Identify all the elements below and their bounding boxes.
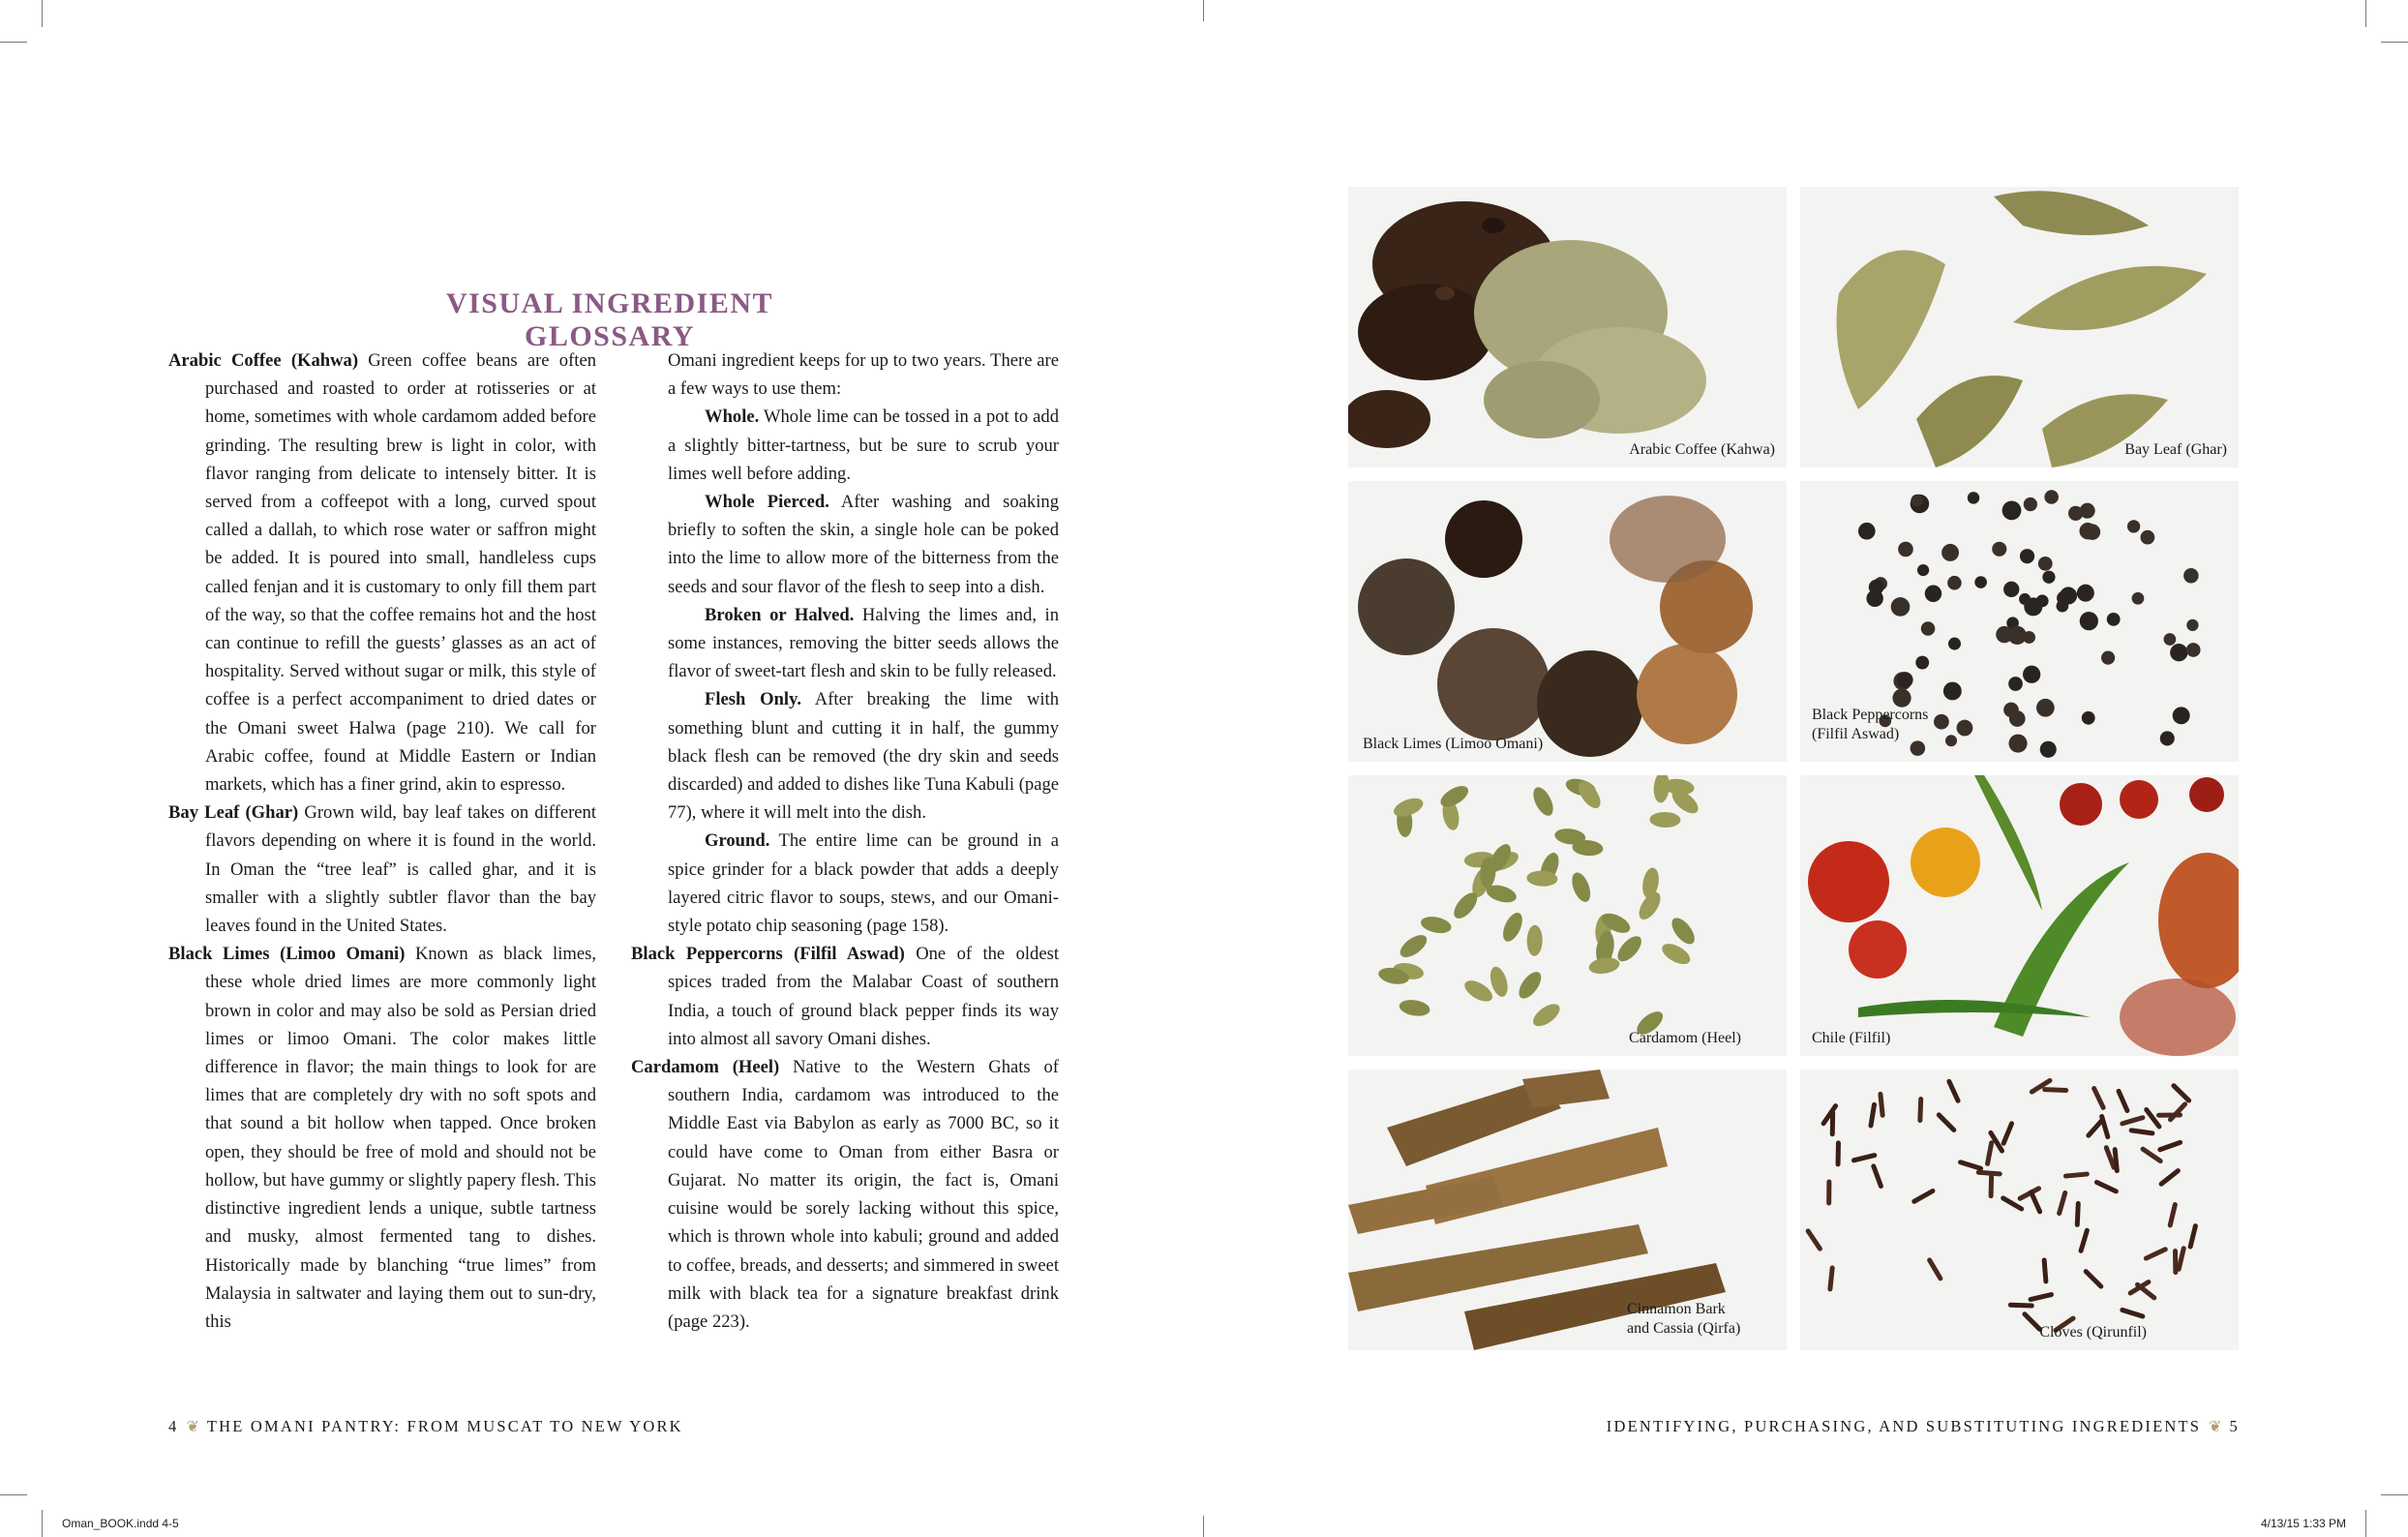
caption-arabic-coffee: Arabic Coffee (Kahwa) (1629, 441, 1775, 458)
bay-leaf-illustration (1800, 187, 2239, 467)
decor-shape (1925, 586, 1941, 602)
black-limes-illustration (1348, 481, 1787, 762)
glossary-term: Whole. (705, 407, 760, 428)
decor-shape (2173, 707, 2190, 724)
decor-shape (1659, 940, 1694, 969)
glossary-term: Ground. (705, 830, 770, 852)
glossary-term: Cardamom (Heel) (631, 1057, 780, 1078)
decor-shape (2086, 1272, 2101, 1287)
decor-shape (1941, 544, 1959, 561)
decor-shape (2122, 1118, 2143, 1124)
crop-mark-bottom-left-h (0, 1494, 27, 1495)
decor-shape (1978, 1172, 2000, 1174)
crop-mark-top-left-h (0, 42, 27, 43)
decor-shape (2025, 1314, 2040, 1330)
decor-shape (2044, 1260, 2046, 1281)
glossary-entry (631, 940, 1059, 1053)
decor-shape (2008, 735, 2027, 753)
decor-shape (2131, 1130, 2152, 1133)
coffee-beans-illustration (1348, 187, 1787, 467)
decor-shape (1934, 714, 1949, 730)
decor-shape (1992, 542, 2006, 557)
decor-shape (1930, 1260, 1941, 1279)
decor-shape (2082, 711, 2095, 725)
decor-shape (1419, 914, 1453, 935)
glossary-term: Black Limes (Limoo Omani) (168, 944, 406, 965)
decor-shape (1988, 1143, 1992, 1164)
decor-shape (1948, 638, 1961, 650)
decor-shape (2119, 1091, 2127, 1110)
decor-shape (2008, 626, 2027, 645)
decor-shape (1892, 689, 1911, 708)
decor-shape (1947, 576, 1962, 590)
photo-cloves (1800, 1070, 2239, 1350)
glossary-entry (631, 1053, 1059, 1336)
glossary-term: Whole Pierced. (705, 492, 829, 513)
decor-shape (1830, 1268, 1832, 1289)
glossary-definition: Omani ingredient keeps for up to two years. There are a few ways to use them: (668, 350, 1059, 400)
decor-shape (1911, 495, 1923, 507)
decor-shape (2143, 1149, 2160, 1160)
decor-shape (2045, 1090, 2066, 1091)
decor-shape (2186, 643, 2201, 657)
decor-shape (1397, 931, 1430, 962)
decor-shape (2164, 633, 2177, 646)
decor-shape (1858, 523, 1876, 540)
decor-shape (1587, 955, 1620, 976)
decor-shape (2038, 557, 2053, 571)
glossary-paragraph (631, 601, 1059, 686)
decor-shape (1853, 1156, 1874, 1160)
caption-cinnamon-line-2: and Cassia (Qirfa) (1627, 1320, 1741, 1337)
decor-shape (1920, 1100, 1921, 1121)
glossary-paragraph (631, 403, 1059, 488)
crop-mark-bottom-left (42, 1510, 43, 1537)
decor-shape (1891, 597, 1911, 617)
page-title: VISUAL INGREDIENT GLOSSARY (445, 287, 774, 352)
glossary-column-right (631, 347, 1059, 1336)
page-number-right: 5 (2229, 1417, 2240, 1435)
footer-right (1607, 1417, 2240, 1436)
decor-shape (2008, 677, 2023, 691)
decor-shape (1974, 576, 1987, 588)
cloves-illustration (1800, 1070, 2239, 1350)
decor-shape (2127, 520, 2140, 532)
decor-shape (1613, 932, 1645, 965)
ornament-icon: ❦ (186, 1419, 199, 1435)
glossary-entry (168, 347, 596, 799)
decor-shape (1808, 1231, 1820, 1249)
caption-cardamom: Cardamom (Heel) (1629, 1030, 1741, 1046)
decor-shape (1568, 870, 1593, 905)
glossary-definition: Known as black limes, these whole dried limes are more commonly light brown in color and may also be sold as Persian dried limes or limoo Omani. The color makes little difference in flavor; the main things to look for are limes that are completely dry with no soft spots and that sound a bit hollow when tapped. Once broken open, they should be free of mold and should not be hollow, but have gummy or slightly papery flesh. This distinctive ingredient lends a unique, subtle tartness and musky, almost fermented tang to dishes. Historically made by blanching “true limes” from Malaysia in saltwater and laying them out to sun-dry, this (205, 944, 596, 1332)
glossary-definition: Halving the limes and, in some instances, removing the bitter seeds allows the flavor of sweet-tart flesh and skin to be fully released. (668, 604, 1059, 682)
decor-shape (2077, 585, 2094, 602)
decor-shape (2079, 523, 2095, 539)
caption-pepper-line-1: Black Peppercorns (1812, 707, 1929, 723)
decor-shape (2081, 1230, 2087, 1251)
glossary-paragraph (631, 488, 1059, 601)
glossary-definition: Grown wild, bay leaf takes on different flavors depending on where it is found in the world. In Oman the “tree leaf” is called ghar, and it is smaller with a slightly subtler flavor than the bay leaves found in the United States. (205, 802, 596, 937)
caption-black-limes: Black Limes (Limoo Omani) (1363, 736, 1544, 752)
glossary-paragraph (631, 827, 1059, 940)
decor-shape (2003, 1124, 2011, 1143)
caption-pepper-line-2: (Filfil Aswad) (1812, 726, 1900, 742)
decor-shape (2179, 1249, 2183, 1269)
glossary-definition: Green coffee beans are often purchased and roasted to order at rotisseries or at home, sometimes with whole cardamom added before grinding. The resulting brew is light in color, with flavor ranging from delicate to intensely bitter. It is served from a coffeepot with a long, curved spout called a dallah, to which rose water or saffron might be added. It is poured into small, handleless cups called fenjan and it is customary to only fill them part of the way, so that the coffee remains hot and the host can continue to refill the guests’ glasses as an act of hospitality. Served without sugar or milk, this style of coffee is a perfect accompaniment to dried dates or the Omani sweet Halwa (page 210). We call for Arabic coffee, found at Middle Eastern or Indian markets, which has a finer grind, akin to espresso. (205, 350, 596, 796)
photo-arabic-coffee (1348, 187, 1787, 467)
decor-shape (2190, 1226, 2195, 1247)
decor-shape (2107, 613, 2121, 626)
crop-mark-bottom-center (1203, 1516, 1204, 1537)
decor-shape (2122, 1310, 2143, 1316)
glossary-entry (168, 940, 596, 1336)
decor-shape (2161, 1171, 2178, 1185)
decor-shape (1914, 1191, 1933, 1202)
running-head-left: THE OMANI PANTRY: FROM MUSCAT TO NEW YORK (206, 1417, 683, 1435)
decor-shape (2024, 597, 2042, 616)
glossary-term: Black Peppercorns (Filfil Aswad) (631, 944, 905, 965)
caption-black-peppercorns (1812, 706, 1928, 744)
decor-shape (2068, 506, 2083, 521)
crop-mark-top-center (1203, 0, 1204, 21)
decor-shape (2023, 666, 2040, 683)
decor-shape (1499, 910, 1526, 945)
decor-shape (1515, 968, 1546, 1002)
caption-bay-leaf: Bay Leaf (Ghar) (2124, 441, 2227, 458)
decor-shape (1957, 720, 1973, 737)
decor-shape (1898, 542, 1913, 558)
decor-shape (2096, 1182, 2116, 1190)
decor-shape (1869, 580, 1884, 595)
crop-mark-top-right (2365, 0, 2366, 27)
decor-shape (1943, 682, 1962, 701)
decor-shape (2065, 1174, 2087, 1176)
decor-shape (2183, 568, 2199, 584)
decor-shape (2094, 1089, 2104, 1108)
glossary-definition: Whole lime can be tossed in a pot to add a slightly bitter-tartness, but be sure to scrub your limes well before adding. (668, 407, 1059, 484)
cardamom-illustration (1348, 775, 1787, 1056)
ornament-icon: ❦ (2209, 1419, 2222, 1435)
decor-shape (2057, 600, 2069, 613)
glossary-paragraph (631, 347, 1059, 403)
decor-shape (1945, 735, 1957, 746)
decor-shape (2141, 530, 2155, 545)
photo-cardamom (1348, 775, 1787, 1056)
decor-shape (1897, 672, 1913, 688)
photo-chile (1800, 775, 2239, 1056)
decor-shape (1649, 812, 1680, 829)
running-head-right: IDENTIFYING, PURCHASING, AND SUBSTITUTING INGREDIENTS (1606, 1417, 2202, 1435)
decor-shape (1871, 1104, 1875, 1126)
decor-shape (1991, 1175, 1992, 1196)
decor-shape (1652, 775, 1671, 803)
decor-shape (2020, 549, 2034, 563)
decor-shape (2036, 699, 2055, 717)
crop-mark-top-left (42, 0, 43, 27)
crop-mark-bottom-right (2365, 1510, 2366, 1537)
decor-shape (2003, 582, 2019, 597)
decor-shape (2160, 1142, 2181, 1149)
photo-black-peppercorns (1800, 481, 2239, 762)
decor-shape (1968, 492, 1979, 503)
decor-shape (2044, 490, 2059, 504)
decor-shape (1917, 564, 1929, 576)
decor-shape (2060, 1192, 2065, 1213)
caption-cloves: Cloves (Qirunfil) (2039, 1324, 2147, 1341)
decor-shape (2042, 571, 2055, 584)
decor-shape (1949, 1081, 1958, 1100)
decor-shape (1526, 925, 1543, 956)
glossary-term: Flesh Only. (705, 689, 802, 710)
caption-chile: Chile (Filfil) (1812, 1030, 1891, 1046)
decor-shape (1461, 977, 1496, 1006)
decor-shape (2010, 1305, 2032, 1306)
glossary-term: Bay Leaf (Ghar) (168, 802, 299, 824)
glossary-definition: After breaking the lime with something blunt and cutting it in half, the gummy black flesh can be removed (the dry skin and seeds discarded) and added to dishes like Tuna Kabuli (page 77), where it will melt into the dish. (668, 689, 1059, 824)
decor-shape (2147, 1109, 2159, 1127)
slug-filename: Oman_BOOK.indd 4-5 (62, 1517, 179, 1530)
glossary-column-left (168, 347, 596, 1336)
decor-shape (2174, 1086, 2189, 1100)
decor-shape (2009, 710, 2026, 727)
decor-shape (2170, 644, 2187, 661)
decor-shape (1529, 1000, 1563, 1031)
chile-illustration (1800, 775, 2239, 1056)
glossary-definition: After washing and soaking briefly to soften the skin, a single hole can be poked into the lime to allow more of the bitterness from the seeds and sour flavor of the flesh to seep into a dish. (668, 492, 1059, 597)
slug-timestamp: 4/13/15 1:33 PM (2260, 1517, 2346, 1530)
decor-shape (2002, 500, 2022, 520)
photo-black-limes (1348, 481, 1787, 762)
decor-shape (2132, 592, 2145, 605)
decor-shape (2024, 497, 2037, 511)
decor-shape (1921, 621, 1936, 636)
decor-shape (1399, 998, 1431, 1018)
decor-shape (2146, 1250, 2165, 1258)
decor-shape (1668, 914, 1699, 948)
caption-cinnamon-line-1: Cinnamon Bark (1627, 1301, 1726, 1317)
photo-bay-leaf (1800, 187, 2239, 467)
glossary-definition: Native to the Western Ghats of southern India, cardamom was introduced to the Middle East via Babylon as early as 7000 BC, so it could have come to Oman from either Basra or Gujarat. No matter its origin, the fact is, Omani cuisine would be sorely lacking without this spice, which is thrown whole into kabuli; ground and added to coffee, breads, and desserts; and simmered in sweet milk with black tea for a signature breakfast drink (page 223). (668, 1057, 1059, 1332)
decor-shape (2186, 619, 2198, 631)
glossary-paragraph (631, 685, 1059, 827)
decor-shape (1939, 1115, 1954, 1130)
glossary-definition: One of the oldest spices traded from the Malabar Coast of southern India, a touch of ground black pepper finds its way into almost all savory Omani dishes. (668, 944, 1059, 1049)
decor-shape (1874, 1166, 1881, 1187)
glossary-entry (168, 799, 596, 940)
decor-shape (1915, 656, 1929, 670)
decor-shape (1881, 1094, 1882, 1115)
decor-shape (2115, 1150, 2117, 1171)
decor-shape (2077, 1203, 2078, 1224)
glossary-term: Broken or Halved. (705, 604, 855, 625)
crop-mark-top-right-h (2381, 42, 2408, 43)
decor-shape (1529, 784, 1557, 819)
decor-shape (2089, 1120, 2103, 1135)
crop-mark-bottom-right-h (2381, 1494, 2408, 1495)
page-number-left: 4 (168, 1417, 179, 1435)
caption-cinnamon (1627, 1300, 1740, 1339)
decor-shape (2080, 612, 2098, 630)
glossary-term: Arabic Coffee (Kahwa) (168, 350, 359, 371)
footer-left (168, 1417, 683, 1436)
decor-shape (2032, 1192, 2040, 1212)
glossary-definition: The entire lime can be ground in a spice grinder for a black powder that adds a deeply layered citric flavor to soups, stews, and our Omani-style potato chip seasoning (page 158). (668, 830, 1059, 937)
decor-shape (2031, 1295, 2051, 1300)
decor-shape (1961, 1162, 1981, 1168)
decor-shape (2040, 741, 2057, 758)
decor-shape (2160, 731, 2175, 745)
photo-cinnamon (1348, 1070, 1787, 1350)
decor-shape (2170, 1205, 2175, 1225)
decor-shape (2101, 651, 2115, 665)
